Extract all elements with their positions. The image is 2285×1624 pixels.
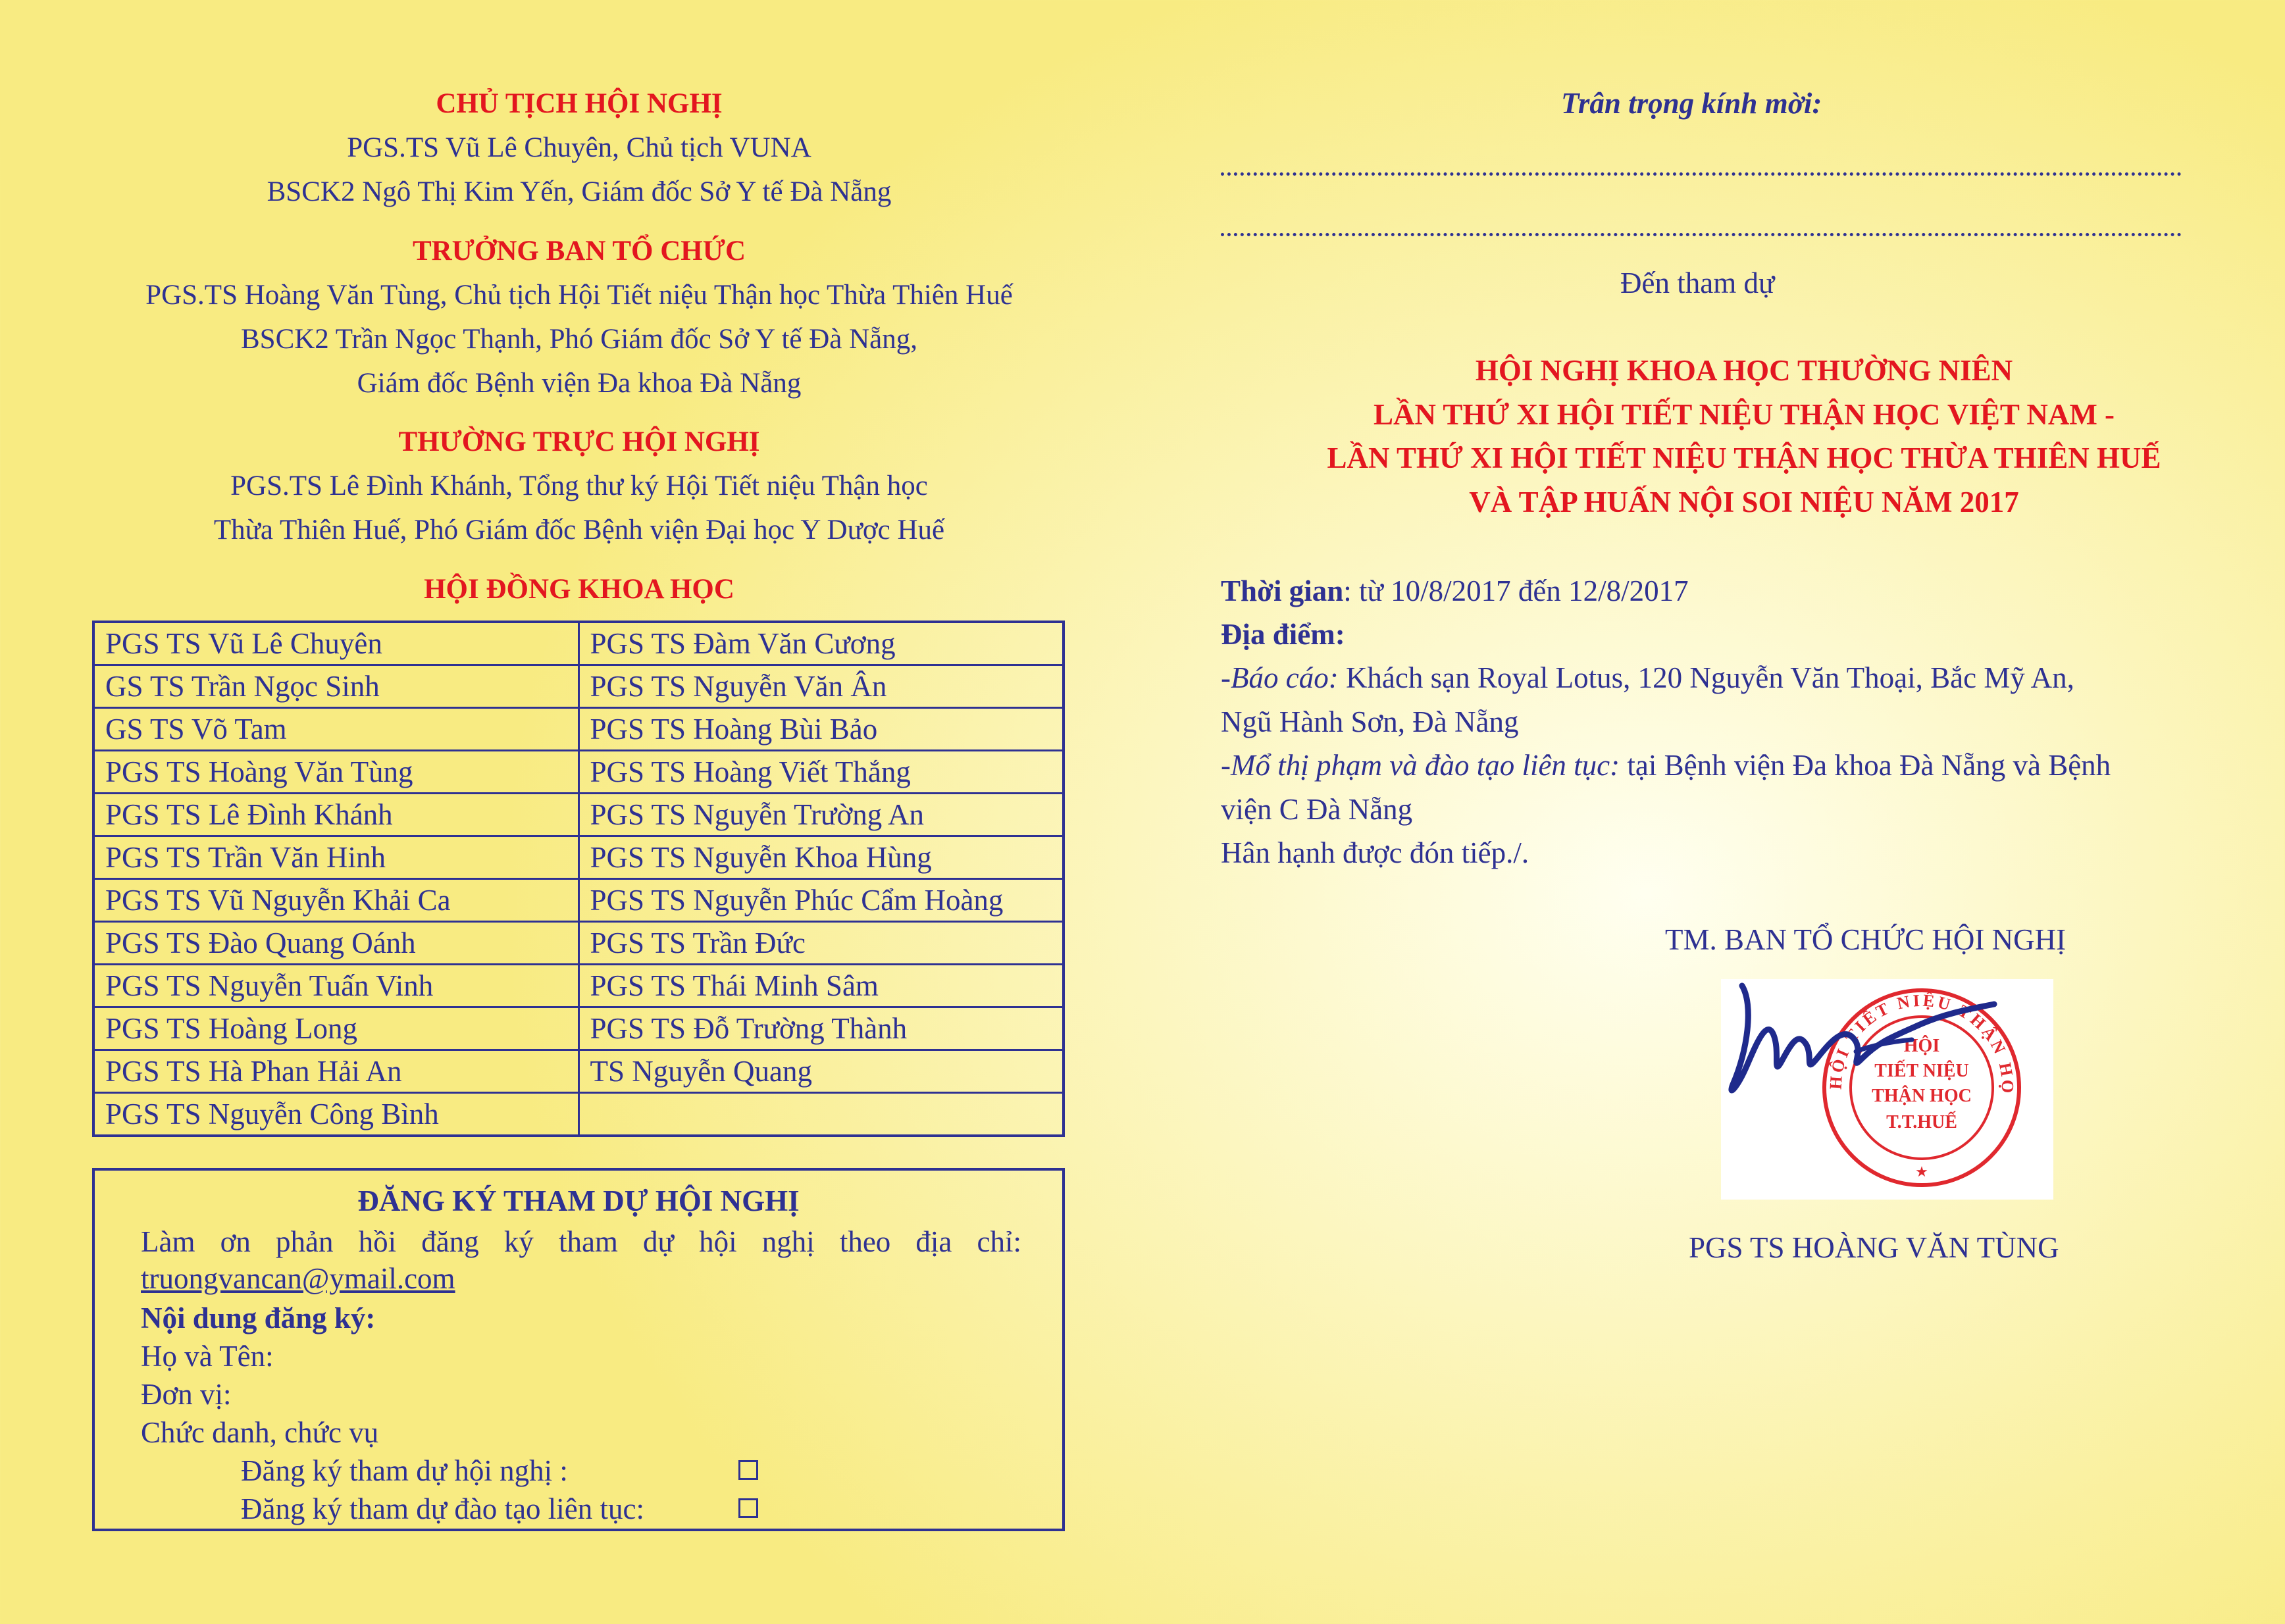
council-member-cell: PGS TS Đàm Văn Cương — [578, 622, 1064, 665]
svg-text:HỘI: HỘI — [1903, 1036, 1940, 1056]
council-member-cell: TS Nguyễn Quang — [578, 1050, 1064, 1093]
training-checkbox[interactable] — [738, 1498, 758, 1518]
chair-line: PGS.TS Vũ Lê Chuyên, Chủ tịch VUNA — [347, 132, 811, 163]
table-row — [93, 751, 1064, 794]
chair-heading: CHỦ TỊCH HỘI NGHỊ — [436, 88, 723, 119]
time-row — [1221, 571, 1689, 611]
registration-box — [92, 1168, 1065, 1531]
time-value: : từ 10/8/2017 đến 12/8/2017 — [1343, 574, 1689, 607]
svg-text:★: ★ — [1915, 1163, 1928, 1180]
event-title-line: LẦN THỨ XI HỘI TIẾT NIỆU THẬN HỌC THỪA THIÊN HUẾ — [1327, 442, 2161, 474]
unit-label: Đơn vị: — [141, 1378, 232, 1411]
option-conference-label: Đăng ký tham dự hội nghị : — [241, 1454, 568, 1487]
report-row — [1221, 658, 2074, 698]
council-member-cell: PGS TS Hà Phan Hải An — [93, 1050, 578, 1093]
invitee-line-1[interactable] — [1221, 172, 2182, 176]
svg-text:TIẾT NIỆU: TIẾT NIỆU — [1874, 1061, 1969, 1081]
council-member-cell: PGS TS Lê Đình Khánh — [93, 794, 578, 836]
report-label: -Báo cáo: — [1221, 661, 1339, 694]
surgery-row — [1221, 746, 2111, 785]
surgery-value-cont: viện C Đà Nẵng — [1221, 793, 1413, 826]
council-member-cell: GS TS Trần Ngọc Sinh — [93, 665, 578, 708]
svg-text:THẬN HỌC: THẬN HỌC — [1872, 1086, 1972, 1106]
report-value-cont: Ngũ Hành Sơn, Đà Nẵng — [1221, 705, 1519, 738]
attend-text: Đến tham dự — [1620, 266, 1775, 299]
official-stamp — [1721, 979, 2053, 1200]
table-row — [93, 836, 1064, 879]
council-member-cell: PGS TS Thái Minh Sâm — [578, 965, 1064, 1007]
council-member-cell: PGS TS Vũ Nguyễn Khải Ca — [93, 879, 578, 922]
left-column — [92, 0, 1066, 605]
council-member-cell: PGS TS Hoàng Bùi Bảo — [578, 708, 1064, 751]
name-label: Họ và Tên: — [141, 1340, 274, 1373]
council-member-cell: PGS TS Trần Đức — [578, 922, 1064, 965]
invite-text: Trân trọng kính mời: — [1561, 87, 1822, 120]
table-row — [93, 794, 1064, 836]
table-row — [93, 665, 1064, 708]
event-title-line: VÀ TẬP HUẤN NỘI SOI NIỆU NĂM 2017 — [1469, 486, 2019, 519]
table-row — [93, 922, 1064, 965]
surgery-value: tại Bệnh viện Đa khoa Đà Nẵng và Bệnh — [1620, 749, 2111, 782]
event-title-line: HỘI NGHỊ KHOA HỌC THƯỜNG NIÊN — [1475, 354, 2013, 387]
council-member-cell: GS TS Võ Tam — [93, 708, 578, 751]
organizing-line: Giám đốc Bệnh viện Đa khoa Đà Nẵng — [357, 368, 802, 399]
registration-title: ĐĂNG KÝ THAM DỰ HỘI NGHỊ — [357, 1184, 800, 1217]
time-label: Thời gian — [1221, 574, 1344, 607]
welcome-text: Hân hạnh được đón tiếp./. — [1221, 836, 1529, 869]
chair-line: BSCK2 Ngô Thị Kim Yến, Giám đốc Sở Y tế Đà Nẵng — [267, 176, 892, 207]
table-row — [93, 622, 1064, 665]
organizing-line: PGS.TS Hoàng Văn Tùng, Chủ tịch Hội Tiết niệu Thận học Thừa Thiên Huế — [145, 280, 1013, 311]
registration-instruction: Làm ơn phản hồi đăng ký tham dự hội nghị theo địa chỉ: — [141, 1225, 1021, 1258]
registration-email-link[interactable]: truongvancan@ymail.com — [141, 1262, 455, 1295]
council-member-cell: PGS TS Trần Văn Hinh — [93, 836, 578, 879]
council-member-cell: PGS TS Đỗ Trường Thành — [578, 1007, 1064, 1050]
table-row — [93, 1007, 1064, 1050]
council-member-cell: PGS TS Nguyễn Văn Ân — [578, 665, 1064, 708]
position-label: Chức danh, chức vụ — [141, 1416, 379, 1449]
table-row — [93, 1093, 1064, 1136]
signer-title: TM. BAN TỔ CHỨC HỘI NGHỊ — [1665, 923, 2067, 956]
event-title-line: LẦN THỨ XI HỘI TIẾT NIỆU THẬN HỌC VIỆT NAM - — [1373, 398, 2115, 431]
place-label: Địa điểm: — [1221, 618, 1345, 651]
council-member-cell: PGS TS Hoàng Long — [93, 1007, 578, 1050]
registration-content-label: Nội dung đăng ký: — [141, 1302, 376, 1334]
svg-text:HỘI TIẾT NIỆU THẬN HỌC VIỆT NA: HỘI TIẾT NIỆU THẬN HỌ — [1826, 990, 2018, 1096]
conference-checkbox[interactable] — [738, 1460, 758, 1480]
council-member-cell: PGS TS Nguyễn Công Bình — [93, 1093, 578, 1136]
surgery-label: -Mổ thị phạm và đào tạo liên tục: — [1221, 749, 1620, 782]
council-member-cell: PGS TS Đào Quang Oánh — [93, 922, 578, 965]
table-row — [93, 879, 1064, 922]
council-heading: HỘI ĐỒNG KHOA HỌC — [424, 574, 734, 605]
council-member-cell: PGS TS Vũ Lê Chuyên — [93, 622, 578, 665]
standing-line: Thừa Thiên Huế, Phó Giám đốc Bệnh viện Đại học Y Dược Huế — [213, 515, 945, 546]
table-row — [93, 1050, 1064, 1093]
report-value: Khách sạn Royal Lotus, 120 Nguyễn Văn Thoại, Bắc Mỹ An, — [1338, 661, 2074, 694]
standing-line: PGS.TS Lê Đình Khánh, Tổng thư ký Hội Tiết niệu Thận học — [230, 470, 928, 501]
signature-stamp-area — [1721, 979, 2053, 1200]
svg-text:T.T.HUẾ: T.T.HUẾ — [1886, 1112, 1957, 1132]
council-table — [92, 621, 1065, 1137]
standing-heading: THƯỜNG TRỰC HỘI NGHỊ — [398, 426, 760, 457]
council-member-cell: PGS TS Nguyễn Tuấn Vinh — [93, 965, 578, 1007]
table-row — [93, 965, 1064, 1007]
council-member-cell: PGS TS Nguyễn Khoa Hùng — [578, 836, 1064, 879]
council-member-cell: PGS TS Hoàng Viết Thắng — [578, 751, 1064, 794]
organizing-heading: TRƯỞNG BAN TỔ CHỨC — [412, 236, 746, 266]
invitee-line-2[interactable] — [1221, 233, 2182, 236]
council-member-cell — [578, 1093, 1064, 1136]
option-training-label: Đăng ký tham dự đào tạo liên tục: — [241, 1492, 644, 1525]
council-member-cell: PGS TS Hoàng Văn Tùng — [93, 751, 578, 794]
council-member-cell: PGS TS Nguyễn Trường An — [578, 794, 1064, 836]
table-row — [93, 708, 1064, 751]
organizing-line: BSCK2 Trần Ngọc Thạnh, Phó Giám đốc Sở Y tế Đà Nẵng, — [240, 324, 918, 355]
signer-name: PGS TS HOÀNG VĂN TÙNG — [1689, 1231, 2059, 1264]
council-member-cell: PGS TS Nguyễn Phúc Cẩm Hoàng — [578, 879, 1064, 922]
